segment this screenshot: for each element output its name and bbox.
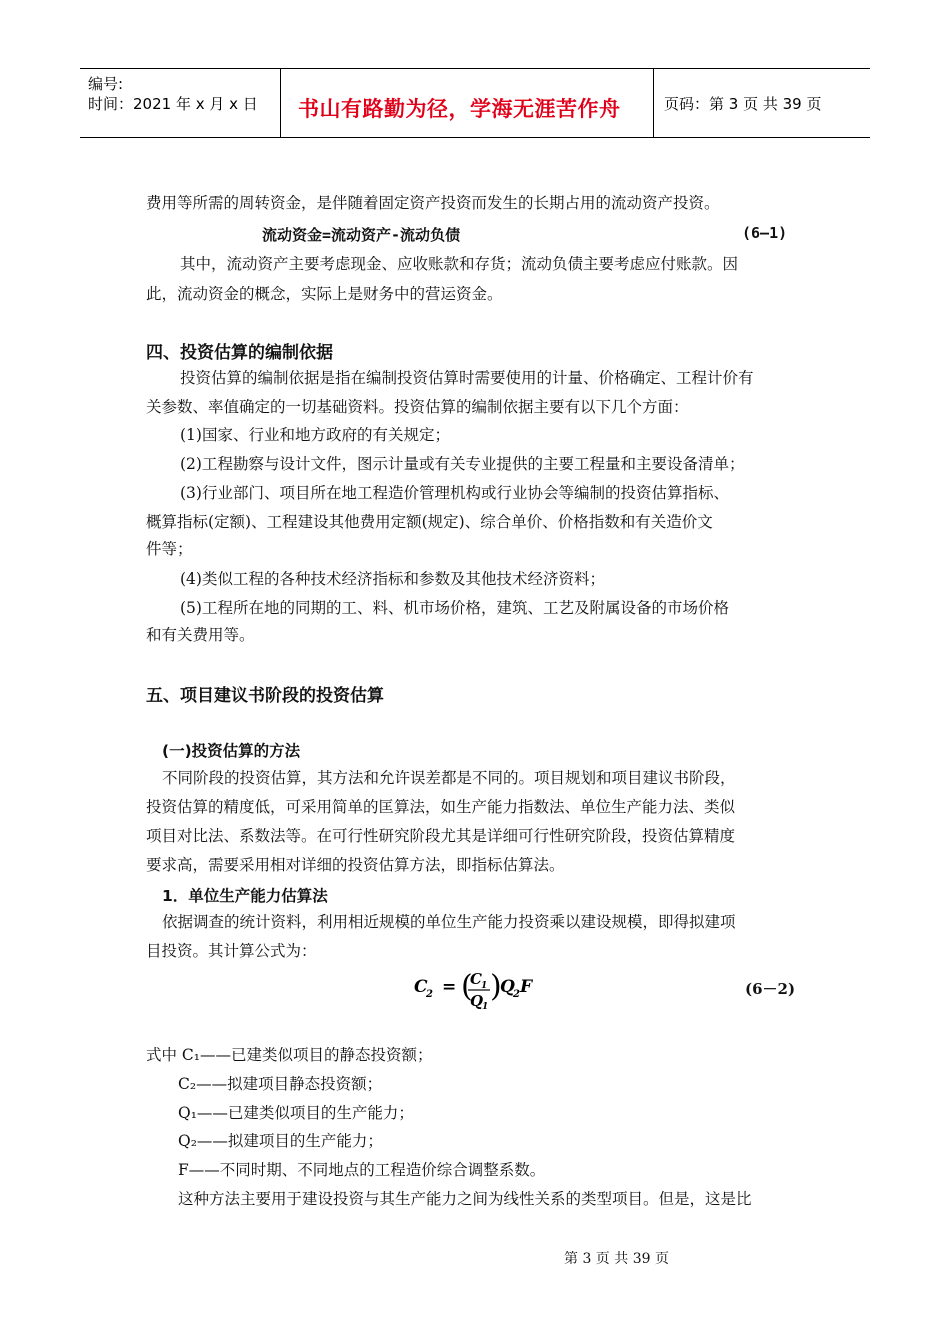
header-divider	[653, 69, 654, 137]
page-code: 页码：第 3 页 共 39 页	[664, 95, 822, 113]
list-item: (3)行业部门、项目所在地工程造价管理机构或行业协会等编制的投资估算指标、	[180, 484, 729, 502]
list-item: (5)工程所在地的同期的工、料、机市场价格，建筑、工艺及附属设备的市场价格	[180, 599, 729, 617]
definition-line: C₂——拟建项目静态投资额；	[178, 1075, 383, 1093]
definition-line: 式中 C₁——已建类似项目的静态投资额；	[146, 1046, 433, 1064]
paragraph-line: 这种方法主要用于建设投资与其生产能力之间为线性关系的类型项目。但是，这是比	[178, 1190, 752, 1208]
list-item: 和有关费用等。	[146, 626, 255, 644]
formula-symbol: =	[442, 977, 457, 997]
list-item: (2)工程勘察与设计文件，图示计量或有关专业提供的主要工程量和主要设备清单；	[180, 455, 745, 473]
motto: 书山有路勤为径，学海无涯苦作舟	[298, 97, 621, 121]
formula-symbol: C	[414, 977, 428, 997]
page-footer: 第 3 页 共 39 页	[564, 1251, 669, 1267]
paragraph-line: 其中，流动资产主要考虑现金、应收账款和存货；流动负债主要考虑应付账款。因	[180, 255, 739, 273]
formula-symbol: F	[520, 977, 533, 997]
list-item: (1)国家、行业和地方政府的有关规定；	[180, 426, 450, 444]
formula-symbol: )	[490, 969, 502, 1004]
paragraph-line: 投资估算的精度低，可采用简单的匡算法，如生产能力指数法、单位生产能力法、类似	[146, 798, 736, 816]
formula-number: (6—1)	[742, 224, 788, 242]
number-label: 编号:	[88, 75, 124, 93]
formula-symbol: 2	[513, 989, 520, 1000]
subsection-heading: 1．单位生产能力估算法	[162, 887, 328, 905]
section-heading: 五、项目建议书阶段的投资估算	[146, 686, 384, 706]
formula-symbol: 2	[426, 989, 433, 1000]
header-table	[80, 68, 870, 138]
formula-symbol: 1	[481, 981, 488, 991]
list-item: 件等；	[146, 540, 193, 558]
paragraph-line: 目投资。其计算公式为：	[146, 942, 317, 960]
formula-6-1: 流动资金=流动资产-流动负债	[262, 226, 461, 244]
formula-symbol: (	[461, 969, 473, 1004]
formula-6-2	[408, 962, 538, 1012]
section-heading: 四、投资估算的编制依据	[146, 343, 333, 363]
paragraph-line: 此，流动资金的概念，实际上是财务中的营运资金。	[146, 285, 503, 303]
formula-number: (6－2)	[745, 980, 796, 998]
paragraph-line: 费用等所需的周转资金，是伴随着固定资产投资而发生的长期占用的流动资产投资。	[146, 194, 720, 212]
definition-line: F——不同时期、不同地点的工程造价综合调整系数。	[178, 1161, 546, 1179]
list-item: (4)类似工程的各种技术经济指标和参数及其他技术经济资料；	[180, 570, 605, 588]
formula-symbol: Q	[470, 992, 484, 1010]
paragraph-line: 要求高，需要采用相对详细的投资估算方法，即指标估算法。	[146, 856, 565, 874]
formula-symbol: C	[470, 970, 482, 988]
paragraph-line: 项目对比法、系数法等。在可行性研究阶段尤其是详细可行性研究阶段，投资估算精度	[146, 827, 736, 845]
formula-symbol: Q	[500, 977, 515, 997]
paragraph-line: 关参数、率值确定的一切基础资料。投资估算的编制依据主要有以下几个方面：	[146, 398, 689, 416]
subsection-heading: (一)投资估算的方法	[162, 742, 301, 760]
definition-line: Q₁——已建类似项目的生产能力；	[178, 1104, 414, 1122]
list-item: 概算指标(定额)、工程建设其他费用定额(规定)、综合单价、价格指数和有关造价文	[146, 513, 713, 531]
formula-symbol: 1	[482, 1002, 489, 1012]
time-label: 时间：2021 年 x 月 x 日	[88, 95, 258, 113]
header-divider	[280, 69, 281, 137]
paragraph-line: 不同阶段的投资估算，其方法和允许误差都是不同的。项目规划和项目建议书阶段，	[162, 769, 736, 787]
paragraph-line: 依据调查的统计资料，利用相近规模的单位生产能力投资乘以建设规模，即得拟建项	[162, 913, 736, 931]
definition-line: Q₂——拟建项目的生产能力；	[178, 1132, 383, 1150]
paragraph-line: 投资估算的编制依据是指在编制投资估算时需要使用的计量、价格确定、工程计价有	[180, 369, 754, 387]
